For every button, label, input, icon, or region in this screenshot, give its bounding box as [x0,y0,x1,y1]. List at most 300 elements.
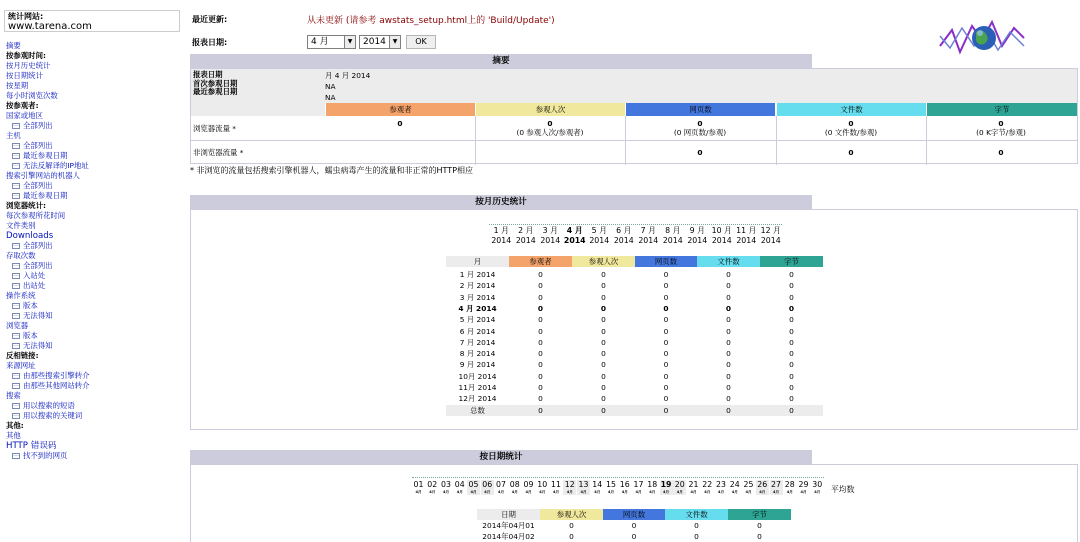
table-cell: 0 [601,337,606,347]
table-row [191,531,1077,542]
list-icon [12,313,20,319]
menu-subitem[interactable] [6,411,184,421]
day-number: 23 [716,480,726,489]
menu-subitem-link[interactable]: 无法得知 [23,311,53,320]
table-cell: 0 [600,303,607,313]
day-chart-label [536,480,549,495]
table-row [446,393,823,404]
day-month: 4月 [635,490,642,494]
menu-heading: 反相链接: [6,351,39,360]
year-label: 2014 [589,236,610,245]
menu-item[interactable] [6,391,184,401]
menu-item[interactable] [6,211,184,221]
menu-item-link[interactable]: 操作系统 [6,291,36,300]
day-month: 4月 [497,490,505,494]
table-cell: 2014年04月01 [482,521,535,530]
table-cell: 0 [663,303,669,313]
table-cell: 0 [663,292,669,302]
viewed-ratio: (0 参观人次/参观者) [516,128,584,137]
menu-subitem[interactable] [6,271,184,281]
day-chart-label [605,480,618,495]
table-cell: 0 [663,349,669,359]
day-month: 4月 [649,490,656,494]
menu-subitem-link[interactable]: 全部列出 [23,181,53,190]
summary-col-header: 网页数 [625,103,775,116]
table-row [446,292,823,303]
table-cell: 0 [726,383,731,392]
menu-subitem[interactable] [6,241,184,251]
monthly-col-header: 字节 [760,256,823,267]
list-icon [12,403,20,409]
table-cell: 0 [789,337,794,347]
menu-item-link[interactable]: 按日期统计 [6,71,43,80]
menu-item-link[interactable]: 主机 [6,131,21,140]
site-name: www.tarena.com [8,21,92,32]
table-cell: 0 [789,292,794,302]
menu-subitem-link[interactable]: 入站处 [23,271,46,280]
daily-average-label: 平均数 [831,485,855,494]
table-cell: 0 [789,281,794,291]
day-number: 27 [771,480,781,489]
month-label: 9 月 [689,226,705,235]
last-visit-label: 最近参观日期 [193,87,238,96]
day-number: 20 [674,480,685,489]
table-cell: 0 [569,532,574,541]
menu-subitem[interactable] [6,191,184,201]
menu-subitem[interactable] [6,451,184,461]
table-cell: 0 [789,394,794,404]
table-row [446,314,823,325]
table-cell: 0 [538,337,543,347]
table-cell: 7 月 2014 [459,337,496,347]
year-label: 2014 [491,236,512,245]
day-chart-label [577,480,590,495]
period-row-label: 报表日期 [193,70,223,79]
day-number: 17 [633,480,644,489]
day-month: 4月 [552,490,560,494]
table-cell: 0 [789,326,794,336]
table-cell: 0 [538,371,543,381]
menu-item[interactable] [6,251,184,261]
menu-subitem-link[interactable]: 全部列出 [23,241,53,250]
day-month: 4月 [456,490,463,494]
year-label: 2014 [662,236,683,245]
menu-item-link[interactable]: 国家或地区 [6,111,43,120]
day-month: 4月 [759,490,766,494]
table-cell: 0 [601,349,606,359]
monthly-total-row [446,405,823,416]
menu-item-link[interactable]: 按星期 [6,81,29,90]
menu-subitem[interactable] [6,151,184,161]
day-month: 4月 [676,490,683,494]
notviewed-value: 0 [697,148,703,157]
month-chart-label [759,226,784,246]
daily-col-header: 日期 [477,509,540,520]
day-chart-label [687,480,700,495]
day-month: 4月 [717,490,725,494]
table-cell: 0 [694,532,699,541]
summary-col-header: 字节 [926,103,1077,116]
menu-subitem[interactable] [6,311,184,321]
day-month: 4月 [511,490,518,494]
year-label: 2014 [736,236,757,245]
menu-subitem-link[interactable]: 最近参观日期 [23,151,68,160]
list-icon [12,263,20,269]
viewed-value: 0 [547,119,553,128]
menu-item-link[interactable]: 其他 [6,431,21,440]
menu-item-link[interactable]: 文件类别 [6,221,36,230]
table-cell: 0 [538,281,543,291]
month-chart-label [636,226,661,246]
day-number: 14 [592,480,603,489]
month-label: 10 月 [711,226,732,235]
day-chart-label [453,480,466,495]
table-cell: 0 [789,349,794,359]
menu-item[interactable] [6,111,184,121]
menu-item-link[interactable]: Downloads [6,231,54,241]
day-month: 4月 [786,490,793,494]
table-cell: 10月 2014 [458,371,497,381]
menu-item-link[interactable]: 每次参观所花时间 [6,211,66,220]
total-cell: 0 [601,405,606,415]
daily-col-header: 参观人次 [540,509,603,520]
chevron-down-icon[interactable]: ▼ [344,36,355,48]
table-cell: 0 [538,360,543,370]
daily-col-header: 网页数 [603,509,665,520]
year-label: 2014 [515,236,536,245]
table-cell: 0 [663,371,669,381]
total-label: 总数 [470,405,485,415]
ok-button[interactable]: OK [406,35,436,49]
row-divider [191,140,1077,141]
table-cell: 0 [726,371,731,381]
table-cell: 0 [601,394,606,404]
menu-subitem[interactable] [6,261,184,271]
daily-table-header [191,509,1077,520]
table-row [446,326,823,337]
table-cell: 0 [663,270,669,279]
table-cell: 0 [726,326,731,336]
daily-col-header: 字节 [728,509,791,520]
month-chart-label [661,226,686,246]
viewed-ratio: (0 K字节/参观) [976,128,1026,137]
first-visit-value: NA [325,82,336,91]
month-label: 11 月 [736,226,757,235]
table-cell: 0 [726,394,731,404]
day-number: 09 [523,480,534,489]
menu-item[interactable] [6,91,184,101]
monthly-box [190,209,1078,430]
viewed-ratio: (0 文件数/参观) [824,128,878,137]
table-cell: 9 月 2014 [459,360,496,370]
menu-subitem[interactable] [6,401,184,411]
menu-item[interactable] [6,131,184,141]
menu-subitem-link[interactable]: 无法反解译的IP地址 [23,161,89,170]
day-chart-label [742,480,755,495]
month-label: 8 月 [665,226,681,235]
notviewed-value: 0 [998,148,1004,157]
month-label: 6 月 [616,226,632,235]
day-chart-label [495,480,508,495]
menu-item[interactable] [6,61,184,71]
total-cell: 0 [538,405,543,415]
table-cell: 0 [663,383,669,392]
table-cell: 0 [663,315,669,325]
table-row [446,269,823,280]
sidebar [0,0,185,542]
table-cell: 0 [663,360,669,370]
menu-subitem[interactable] [6,181,184,191]
table-cell: 0 [663,394,669,404]
menu-item-link[interactable]: 来源网址 [6,361,36,370]
day-chart-label [632,480,645,495]
viewed-value: 0 [397,119,403,128]
chevron-down-icon[interactable]: ▼ [389,36,400,48]
summary-title: 摘要 [190,54,812,68]
year-label: 2014 [760,236,781,245]
menu-subitem[interactable] [6,121,184,131]
sidebar-menu [6,41,184,461]
viewed-value: 0 [697,119,703,128]
last-update-label: 最近更新: [192,15,228,24]
day-chart-label [756,480,769,495]
day-month: 4月 [690,490,697,494]
monthly-col-header: 参观者 [509,256,572,267]
day-month: 4月 [566,490,573,494]
menu-subitem[interactable] [6,371,184,381]
year-select[interactable] [359,35,401,49]
table-cell: 0 [726,270,731,279]
table-cell: 0 [538,270,543,279]
day-number: 11 [551,480,561,489]
menu-subitem-link[interactable]: 全部列出 [23,121,53,130]
table-cell: 0 [663,281,669,291]
menu-subitem-link[interactable]: 用以搜索的短语 [23,401,75,410]
monthly-col-header: 参观人次 [572,256,635,267]
viewed-traffic-label: 浏览器流量 * [193,124,236,133]
menu-subitem-link[interactable]: 无法得知 [23,341,53,350]
month-chart-label [489,226,514,246]
day-number: 16 [619,480,630,489]
table-cell: 0 [694,521,699,530]
day-chart-label [701,480,714,495]
day-chart-label [783,480,796,495]
menu-subitem[interactable] [6,141,184,151]
period-row-value: 月 4 月 2014 [325,71,371,80]
summary-head-blank [191,103,325,116]
menu-subitem[interactable] [6,161,184,171]
month-label: 12 月 [760,226,781,235]
day-chart-label [673,480,686,495]
table-cell: 4 月 2014 [458,303,497,313]
table-cell: 0 [789,360,794,370]
table-cell: 0 [601,371,606,381]
table-cell: 0 [726,360,731,370]
menu-item[interactable] [6,71,184,81]
table-cell: 0 [663,337,669,347]
monthly-col-header: 月 [446,256,509,267]
menu-item-link[interactable]: 浏览器 [6,321,29,330]
table-cell: 0 [726,281,731,291]
day-number: 10 [537,480,548,489]
day-number: 19 [660,480,672,489]
table-cell: 0 [601,270,606,279]
menu-item[interactable] [6,441,184,451]
menu-item[interactable] [6,221,184,231]
table-cell: 0 [726,315,731,325]
day-month: 4月 [731,490,738,494]
table-cell: 0 [538,292,543,302]
day-month: 4月 [607,490,615,494]
month-label: 2 月 [518,226,534,235]
day-month: 4月 [594,490,601,494]
month-label: 7 月 [640,226,656,235]
menu-item[interactable] [6,171,184,181]
day-chart-label [467,480,480,495]
menu-subitem-link[interactable]: 版本 [23,301,38,310]
day-number: 03 [441,480,451,489]
notviewed-traffic-label: 非浏览器流量 * [193,148,244,157]
day-month: 4月 [772,490,780,494]
list-icon [12,243,20,249]
table-cell: 0 [725,303,732,313]
day-chart-label [563,480,576,495]
day-chart-label [440,480,453,495]
day-chart-label [660,480,673,495]
table-cell: 0 [757,521,762,530]
table-row [191,520,1077,531]
table-cell: 3 月 2014 [459,292,496,302]
menu-item[interactable] [6,231,184,241]
day-chart-label [811,480,824,495]
table-cell: 2 月 2014 [459,281,496,291]
year-label: 2014 [613,236,634,245]
menu-heading: 按参观者: [6,101,39,110]
menu-item-link[interactable]: HTTP 错误码 [6,441,57,451]
table-cell: 0 [726,292,731,302]
day-month: 4月 [442,490,450,494]
table-cell: 0 [726,349,731,359]
day-month: 4月 [539,490,546,494]
table-cell: 0 [538,349,543,359]
site-label: 统计网站: [8,12,44,21]
table-cell: 12月 2014 [458,394,497,404]
menu-subitem-link[interactable]: 最近参观日期 [23,191,68,200]
day-number: 13 [578,480,589,489]
menu-subitem-link[interactable]: 由那些其他网站转介 [23,381,90,390]
menu-subitem[interactable] [6,331,184,341]
year-label: 2014 [687,236,708,245]
summary-box [190,68,1078,164]
menu-subitem[interactable] [6,281,184,291]
menu-item[interactable] [6,291,184,301]
menu-subitem-link[interactable]: 全部列出 [23,261,53,270]
table-cell: 0 [789,371,794,381]
month-label: 5 月 [591,226,607,235]
menu-subitem-link[interactable]: 版本 [23,331,38,340]
menu-subitem[interactable] [6,341,184,351]
table-row [446,280,823,291]
menu-heading: 其他: [6,421,24,430]
day-number: 29 [798,480,809,489]
list-icon [12,123,20,129]
month-label: 3 月 [542,226,558,235]
menu-item-link[interactable]: 摘要 [6,41,21,50]
menu-item-link[interactable]: 搜索引擎网站的机器人 [6,171,80,180]
day-number: 06 [482,480,493,489]
table-cell: 0 [601,326,606,336]
main-content [190,0,1080,542]
day-chart-label [508,480,521,495]
daily-title: 按日期统计 [190,450,812,464]
menu-item-link[interactable]: 存取次数 [6,251,36,260]
day-chart-label [481,480,494,495]
day-month: 4月 [704,490,711,494]
menu-item[interactable] [6,41,184,51]
menu-subitem[interactable] [6,381,184,391]
menu-item[interactable] [6,431,184,441]
menu-subitem-link[interactable]: 由那些搜索引擎转介 [23,371,90,380]
menu-subitem[interactable] [6,301,184,311]
menu-item[interactable] [6,321,184,331]
month-select[interactable] [307,35,356,49]
menu-subitem-link[interactable]: 找不到的网页 [23,451,68,460]
table-cell: 0 [789,270,794,279]
day-number: 21 [688,480,699,489]
table-cell: 0 [537,303,544,313]
year-select-value: 2014 [363,37,386,47]
total-cell: 0 [663,405,669,415]
day-number: 07 [496,480,506,489]
daily-chart-baseline [412,477,824,478]
period-label: 报表日期: [192,38,228,47]
header-panel [190,10,1078,52]
menu-item-link[interactable]: 按月历史统计 [6,61,51,70]
day-month: 4月 [814,490,821,494]
menu-subitem-link[interactable]: 用以搜索的关键词 [23,411,83,420]
list-icon [12,333,20,339]
menu-item[interactable] [6,361,184,371]
menu-item-link[interactable]: 搜索 [6,391,21,400]
menu-item[interactable] [6,81,184,91]
table-cell: 8 月 2014 [459,349,496,359]
table-row [446,337,823,348]
month-chart-label [563,226,588,246]
menu-subitem-link[interactable]: 全部列出 [23,141,53,150]
table-row [446,371,823,382]
table-cell: 0 [788,303,795,313]
day-month: 4月 [745,490,752,494]
daily-col-header: 文件数 [665,509,728,520]
day-chart-label [412,480,425,495]
table-cell: 2014年04月02 [482,532,535,541]
table-cell: 0 [757,532,762,541]
day-number: 25 [743,480,754,489]
month-chart-label [612,226,637,246]
table-row [446,382,823,393]
table-cell: 0 [726,337,731,347]
day-number: 02 [427,480,438,489]
table-cell: 0 [601,281,606,291]
table-cell: 5 月 2014 [459,315,496,325]
total-cell: 0 [726,405,731,415]
day-number: 26 [757,480,768,489]
menu-item-link[interactable]: 每小时浏览次数 [6,91,58,100]
list-icon [12,413,20,419]
list-icon [12,343,20,349]
monthly-table-header [446,256,823,267]
menu-subitem-link[interactable]: 出站处 [23,281,46,290]
